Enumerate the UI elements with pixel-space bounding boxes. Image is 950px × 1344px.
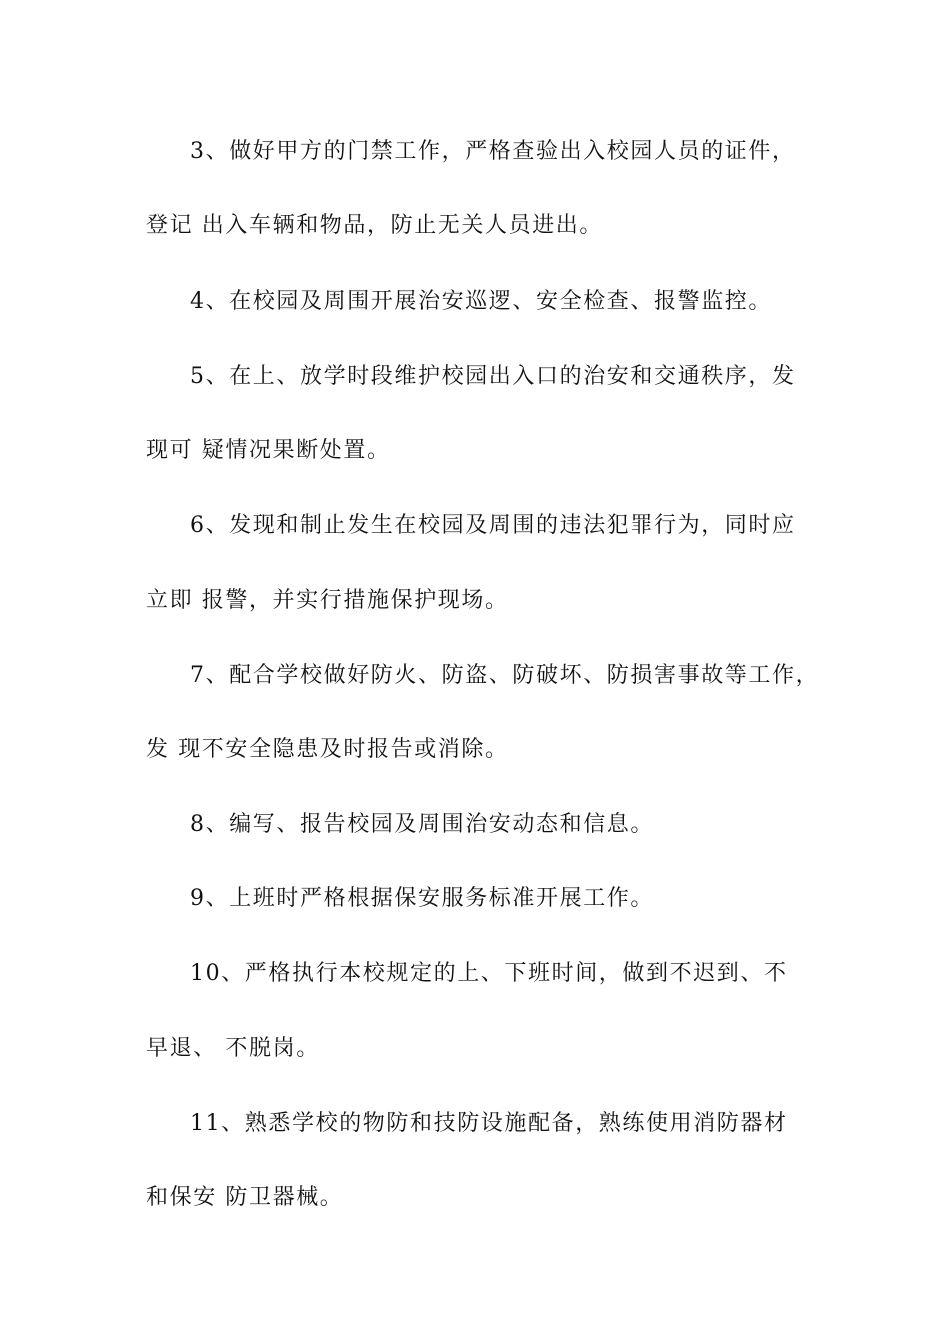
paragraph-10-line-1: 10、严格执行本校规定的上、下班时间，做到不迟到、不 [190, 961, 788, 986]
paragraph-6-line-1: 6、发现和制止发生在校园及周围的违法犯罪行为，同时应 [190, 513, 796, 538]
paragraph-11-line-1: 11、熟悉学校的物防和技防设施配备，熟练使用消防器材 [190, 1111, 788, 1136]
paragraph-6-line-2: 立即 报警，并实行措施保护现场。 [146, 588, 509, 613]
paragraph-7-line-1: 7、配合学校做好防火、防盗、防破坏、防损害事故等工作， [190, 663, 820, 688]
paragraph-10-line-2: 早退、 不脱岗。 [146, 1036, 320, 1061]
paragraph-11-line-2: 和保安 防卫器械。 [146, 1185, 344, 1210]
paragraph-5-line-2: 现可 疑情况果断处置。 [146, 438, 391, 463]
paragraph-8-line-1: 8、编写、报告校园及周围治安动态和信息。 [190, 812, 654, 837]
paragraph-9-line-1: 9、上班时严格根据保安服务标准开展工作。 [190, 886, 654, 911]
paragraph-4-line-1: 4、在校园及周围开展治安巡逻、安全检查、报警监控。 [190, 289, 772, 314]
paragraph-3-line-1: 3、做好甲方的门禁工作，严格查验出入校园人员的证件， [190, 139, 796, 164]
paragraph-7-line-2: 发 现不安全隐患及时报告或消除。 [146, 737, 509, 762]
paragraph-5-line-1: 5、在上、放学时段维护校园出入口的治安和交通秩序，发 [190, 364, 796, 389]
paragraph-3-line-2: 登记 出入车辆和物品，防止无关人员进出。 [146, 213, 603, 238]
